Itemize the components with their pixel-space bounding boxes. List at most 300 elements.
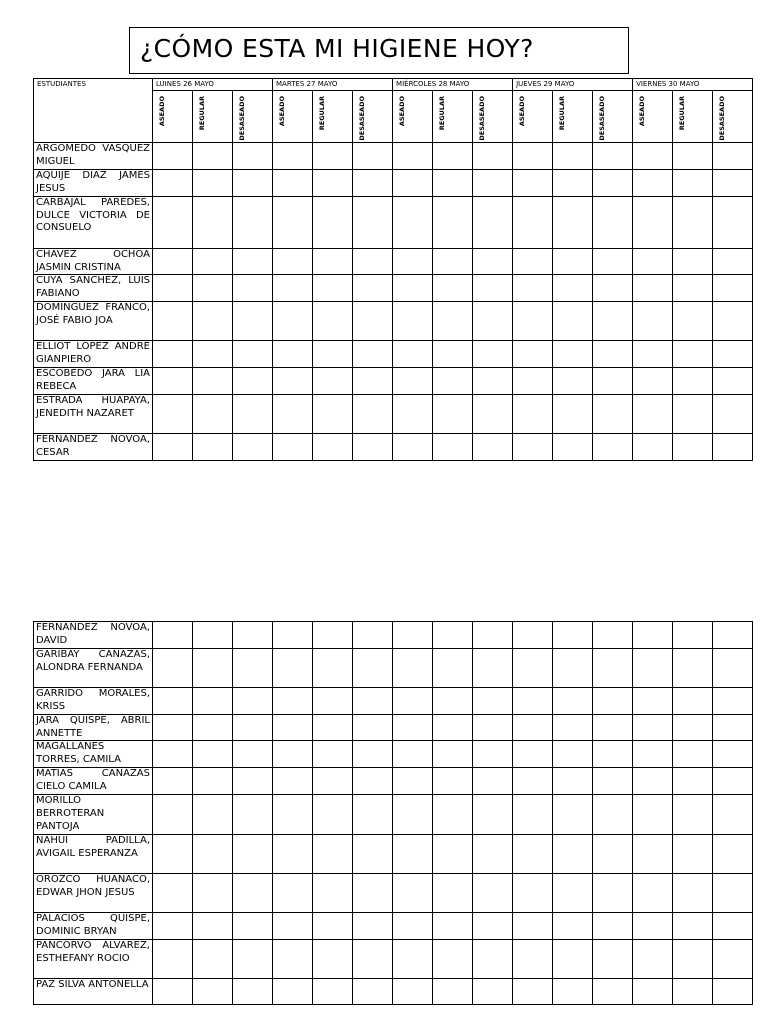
mark-cell[interactable] xyxy=(673,368,713,395)
mark-cell[interactable] xyxy=(193,341,233,368)
mark-cell[interactable] xyxy=(393,687,433,714)
mark-cell[interactable] xyxy=(433,248,473,275)
mark-cell[interactable] xyxy=(633,196,673,248)
mark-cell[interactable] xyxy=(353,368,393,395)
mark-cell[interactable] xyxy=(273,912,313,939)
mark-cell[interactable] xyxy=(353,768,393,795)
mark-cell[interactable] xyxy=(473,368,513,395)
mark-cell[interactable] xyxy=(273,394,313,433)
mark-cell[interactable] xyxy=(553,795,593,835)
mark-cell[interactable] xyxy=(713,394,753,433)
mark-cell[interactable] xyxy=(553,275,593,302)
mark-cell[interactable] xyxy=(713,196,753,248)
mark-cell[interactable] xyxy=(553,169,593,196)
mark-cell[interactable] xyxy=(313,978,353,1004)
mark-cell[interactable] xyxy=(393,795,433,835)
mark-cell[interactable] xyxy=(713,714,753,741)
mark-cell[interactable] xyxy=(153,143,193,170)
mark-cell[interactable] xyxy=(353,741,393,768)
mark-cell[interactable] xyxy=(713,341,753,368)
mark-cell[interactable] xyxy=(353,714,393,741)
mark-cell[interactable] xyxy=(553,741,593,768)
mark-cell[interactable] xyxy=(233,978,273,1004)
mark-cell[interactable] xyxy=(673,714,713,741)
mark-cell[interactable] xyxy=(633,687,673,714)
mark-cell[interactable] xyxy=(713,648,753,687)
mark-cell[interactable] xyxy=(233,768,273,795)
mark-cell[interactable] xyxy=(473,834,513,873)
mark-cell[interactable] xyxy=(313,873,353,912)
mark-cell[interactable] xyxy=(433,873,473,912)
mark-cell[interactable] xyxy=(633,275,673,302)
mark-cell[interactable] xyxy=(353,648,393,687)
mark-cell[interactable] xyxy=(353,834,393,873)
mark-cell[interactable] xyxy=(393,433,433,460)
mark-cell[interactable] xyxy=(393,978,433,1004)
mark-cell[interactable] xyxy=(353,978,393,1004)
mark-cell[interactable] xyxy=(233,873,273,912)
mark-cell[interactable] xyxy=(553,912,593,939)
mark-cell[interactable] xyxy=(153,714,193,741)
mark-cell[interactable] xyxy=(153,687,193,714)
mark-cell[interactable] xyxy=(393,648,433,687)
mark-cell[interactable] xyxy=(313,248,353,275)
mark-cell[interactable] xyxy=(353,873,393,912)
mark-cell[interactable] xyxy=(713,248,753,275)
mark-cell[interactable] xyxy=(593,248,633,275)
mark-cell[interactable] xyxy=(353,795,393,835)
mark-cell[interactable] xyxy=(473,714,513,741)
mark-cell[interactable] xyxy=(233,341,273,368)
mark-cell[interactable] xyxy=(633,768,673,795)
mark-cell[interactable] xyxy=(673,939,713,978)
mark-cell[interactable] xyxy=(633,143,673,170)
mark-cell[interactable] xyxy=(513,741,553,768)
mark-cell[interactable] xyxy=(673,302,713,341)
mark-cell[interactable] xyxy=(153,912,193,939)
mark-cell[interactable] xyxy=(313,687,353,714)
mark-cell[interactable] xyxy=(553,433,593,460)
mark-cell[interactable] xyxy=(393,196,433,248)
mark-cell[interactable] xyxy=(353,143,393,170)
mark-cell[interactable] xyxy=(273,834,313,873)
mark-cell[interactable] xyxy=(433,912,473,939)
mark-cell[interactable] xyxy=(273,978,313,1004)
mark-cell[interactable] xyxy=(673,768,713,795)
mark-cell[interactable] xyxy=(393,622,433,649)
mark-cell[interactable] xyxy=(633,368,673,395)
mark-cell[interactable] xyxy=(633,912,673,939)
mark-cell[interactable] xyxy=(673,795,713,835)
mark-cell[interactable] xyxy=(633,394,673,433)
mark-cell[interactable] xyxy=(513,433,553,460)
mark-cell[interactable] xyxy=(593,648,633,687)
mark-cell[interactable] xyxy=(553,341,593,368)
mark-cell[interactable] xyxy=(673,978,713,1004)
mark-cell[interactable] xyxy=(473,687,513,714)
mark-cell[interactable] xyxy=(593,714,633,741)
mark-cell[interactable] xyxy=(433,169,473,196)
mark-cell[interactable] xyxy=(153,169,193,196)
mark-cell[interactable] xyxy=(553,196,593,248)
mark-cell[interactable] xyxy=(353,341,393,368)
mark-cell[interactable] xyxy=(553,939,593,978)
mark-cell[interactable] xyxy=(593,741,633,768)
mark-cell[interactable] xyxy=(353,433,393,460)
mark-cell[interactable] xyxy=(353,912,393,939)
mark-cell[interactable] xyxy=(313,622,353,649)
mark-cell[interactable] xyxy=(273,622,313,649)
mark-cell[interactable] xyxy=(353,302,393,341)
mark-cell[interactable] xyxy=(233,368,273,395)
mark-cell[interactable] xyxy=(513,196,553,248)
mark-cell[interactable] xyxy=(153,302,193,341)
mark-cell[interactable] xyxy=(713,912,753,939)
mark-cell[interactable] xyxy=(553,622,593,649)
mark-cell[interactable] xyxy=(673,169,713,196)
mark-cell[interactable] xyxy=(153,248,193,275)
mark-cell[interactable] xyxy=(273,275,313,302)
mark-cell[interactable] xyxy=(513,714,553,741)
mark-cell[interactable] xyxy=(673,834,713,873)
mark-cell[interactable] xyxy=(593,341,633,368)
mark-cell[interactable] xyxy=(193,394,233,433)
mark-cell[interactable] xyxy=(553,248,593,275)
mark-cell[interactable] xyxy=(713,433,753,460)
mark-cell[interactable] xyxy=(193,939,233,978)
mark-cell[interactable] xyxy=(193,433,233,460)
mark-cell[interactable] xyxy=(633,622,673,649)
mark-cell[interactable] xyxy=(193,275,233,302)
mark-cell[interactable] xyxy=(673,912,713,939)
mark-cell[interactable] xyxy=(193,368,233,395)
mark-cell[interactable] xyxy=(393,741,433,768)
mark-cell[interactable] xyxy=(433,433,473,460)
mark-cell[interactable] xyxy=(473,768,513,795)
mark-cell[interactable] xyxy=(153,741,193,768)
mark-cell[interactable] xyxy=(513,341,553,368)
mark-cell[interactable] xyxy=(273,341,313,368)
mark-cell[interactable] xyxy=(393,368,433,395)
mark-cell[interactable] xyxy=(513,768,553,795)
mark-cell[interactable] xyxy=(153,368,193,395)
mark-cell[interactable] xyxy=(313,939,353,978)
mark-cell[interactable] xyxy=(193,169,233,196)
mark-cell[interactable] xyxy=(313,912,353,939)
mark-cell[interactable] xyxy=(233,687,273,714)
mark-cell[interactable] xyxy=(433,394,473,433)
mark-cell[interactable] xyxy=(433,939,473,978)
mark-cell[interactable] xyxy=(153,341,193,368)
mark-cell[interactable] xyxy=(313,275,353,302)
mark-cell[interactable] xyxy=(433,834,473,873)
mark-cell[interactable] xyxy=(393,143,433,170)
mark-cell[interactable] xyxy=(193,741,233,768)
mark-cell[interactable] xyxy=(233,834,273,873)
mark-cell[interactable] xyxy=(313,169,353,196)
mark-cell[interactable] xyxy=(553,768,593,795)
mark-cell[interactable] xyxy=(553,978,593,1004)
mark-cell[interactable] xyxy=(393,834,433,873)
mark-cell[interactable] xyxy=(673,648,713,687)
mark-cell[interactable] xyxy=(593,622,633,649)
mark-cell[interactable] xyxy=(713,834,753,873)
mark-cell[interactable] xyxy=(713,741,753,768)
mark-cell[interactable] xyxy=(513,795,553,835)
mark-cell[interactable] xyxy=(233,912,273,939)
mark-cell[interactable] xyxy=(593,302,633,341)
mark-cell[interactable] xyxy=(313,433,353,460)
mark-cell[interactable] xyxy=(193,143,233,170)
mark-cell[interactable] xyxy=(553,687,593,714)
mark-cell[interactable] xyxy=(153,834,193,873)
mark-cell[interactable] xyxy=(673,394,713,433)
mark-cell[interactable] xyxy=(353,275,393,302)
mark-cell[interactable] xyxy=(193,912,233,939)
mark-cell[interactable] xyxy=(433,978,473,1004)
mark-cell[interactable] xyxy=(193,196,233,248)
mark-cell[interactable] xyxy=(713,143,753,170)
mark-cell[interactable] xyxy=(153,275,193,302)
mark-cell[interactable] xyxy=(713,795,753,835)
mark-cell[interactable] xyxy=(433,275,473,302)
mark-cell[interactable] xyxy=(393,939,433,978)
mark-cell[interactable] xyxy=(433,622,473,649)
mark-cell[interactable] xyxy=(713,687,753,714)
mark-cell[interactable] xyxy=(193,302,233,341)
mark-cell[interactable] xyxy=(233,248,273,275)
mark-cell[interactable] xyxy=(513,394,553,433)
mark-cell[interactable] xyxy=(593,834,633,873)
mark-cell[interactable] xyxy=(673,275,713,302)
mark-cell[interactable] xyxy=(273,248,313,275)
mark-cell[interactable] xyxy=(313,795,353,835)
mark-cell[interactable] xyxy=(473,394,513,433)
mark-cell[interactable] xyxy=(673,622,713,649)
mark-cell[interactable] xyxy=(233,741,273,768)
mark-cell[interactable] xyxy=(633,302,673,341)
mark-cell[interactable] xyxy=(353,622,393,649)
mark-cell[interactable] xyxy=(553,648,593,687)
mark-cell[interactable] xyxy=(593,143,633,170)
mark-cell[interactable] xyxy=(313,741,353,768)
mark-cell[interactable] xyxy=(633,795,673,835)
mark-cell[interactable] xyxy=(153,196,193,248)
mark-cell[interactable] xyxy=(193,795,233,835)
mark-cell[interactable] xyxy=(713,169,753,196)
mark-cell[interactable] xyxy=(233,169,273,196)
mark-cell[interactable] xyxy=(553,873,593,912)
mark-cell[interactable] xyxy=(713,302,753,341)
mark-cell[interactable] xyxy=(633,714,673,741)
mark-cell[interactable] xyxy=(353,196,393,248)
mark-cell[interactable] xyxy=(273,433,313,460)
mark-cell[interactable] xyxy=(593,795,633,835)
mark-cell[interactable] xyxy=(433,741,473,768)
mark-cell[interactable] xyxy=(393,248,433,275)
mark-cell[interactable] xyxy=(593,433,633,460)
mark-cell[interactable] xyxy=(633,433,673,460)
mark-cell[interactable] xyxy=(593,768,633,795)
mark-cell[interactable] xyxy=(473,939,513,978)
mark-cell[interactable] xyxy=(433,143,473,170)
mark-cell[interactable] xyxy=(633,169,673,196)
mark-cell[interactable] xyxy=(313,196,353,248)
mark-cell[interactable] xyxy=(393,302,433,341)
mark-cell[interactable] xyxy=(273,648,313,687)
mark-cell[interactable] xyxy=(233,433,273,460)
mark-cell[interactable] xyxy=(273,143,313,170)
mark-cell[interactable] xyxy=(433,196,473,248)
mark-cell[interactable] xyxy=(233,394,273,433)
mark-cell[interactable] xyxy=(153,433,193,460)
mark-cell[interactable] xyxy=(233,622,273,649)
mark-cell[interactable] xyxy=(633,248,673,275)
mark-cell[interactable] xyxy=(153,648,193,687)
mark-cell[interactable] xyxy=(393,912,433,939)
mark-cell[interactable] xyxy=(473,248,513,275)
mark-cell[interactable] xyxy=(553,302,593,341)
mark-cell[interactable] xyxy=(233,302,273,341)
mark-cell[interactable] xyxy=(633,978,673,1004)
mark-cell[interactable] xyxy=(673,687,713,714)
mark-cell[interactable] xyxy=(513,275,553,302)
mark-cell[interactable] xyxy=(233,143,273,170)
mark-cell[interactable] xyxy=(473,912,513,939)
mark-cell[interactable] xyxy=(273,196,313,248)
mark-cell[interactable] xyxy=(473,143,513,170)
mark-cell[interactable] xyxy=(273,795,313,835)
mark-cell[interactable] xyxy=(513,939,553,978)
mark-cell[interactable] xyxy=(273,741,313,768)
mark-cell[interactable] xyxy=(273,368,313,395)
mark-cell[interactable] xyxy=(193,978,233,1004)
mark-cell[interactable] xyxy=(273,939,313,978)
mark-cell[interactable] xyxy=(513,834,553,873)
mark-cell[interactable] xyxy=(513,687,553,714)
mark-cell[interactable] xyxy=(673,741,713,768)
mark-cell[interactable] xyxy=(193,714,233,741)
mark-cell[interactable] xyxy=(473,196,513,248)
mark-cell[interactable] xyxy=(353,687,393,714)
mark-cell[interactable] xyxy=(713,939,753,978)
mark-cell[interactable] xyxy=(433,714,473,741)
mark-cell[interactable] xyxy=(553,368,593,395)
mark-cell[interactable] xyxy=(713,873,753,912)
mark-cell[interactable] xyxy=(433,648,473,687)
mark-cell[interactable] xyxy=(153,939,193,978)
mark-cell[interactable] xyxy=(473,433,513,460)
mark-cell[interactable] xyxy=(313,768,353,795)
mark-cell[interactable] xyxy=(313,302,353,341)
mark-cell[interactable] xyxy=(473,795,513,835)
mark-cell[interactable] xyxy=(593,873,633,912)
mark-cell[interactable] xyxy=(553,394,593,433)
mark-cell[interactable] xyxy=(193,834,233,873)
mark-cell[interactable] xyxy=(193,248,233,275)
mark-cell[interactable] xyxy=(433,341,473,368)
mark-cell[interactable] xyxy=(153,978,193,1004)
mark-cell[interactable] xyxy=(313,648,353,687)
mark-cell[interactable] xyxy=(673,341,713,368)
mark-cell[interactable] xyxy=(153,873,193,912)
mark-cell[interactable] xyxy=(353,394,393,433)
mark-cell[interactable] xyxy=(593,687,633,714)
mark-cell[interactable] xyxy=(513,169,553,196)
mark-cell[interactable] xyxy=(513,873,553,912)
mark-cell[interactable] xyxy=(713,275,753,302)
mark-cell[interactable] xyxy=(153,622,193,649)
mark-cell[interactable] xyxy=(393,275,433,302)
mark-cell[interactable] xyxy=(433,795,473,835)
mark-cell[interactable] xyxy=(313,714,353,741)
mark-cell[interactable] xyxy=(353,939,393,978)
mark-cell[interactable] xyxy=(273,687,313,714)
mark-cell[interactable] xyxy=(233,795,273,835)
mark-cell[interactable] xyxy=(433,768,473,795)
mark-cell[interactable] xyxy=(553,834,593,873)
mark-cell[interactable] xyxy=(273,873,313,912)
mark-cell[interactable] xyxy=(713,978,753,1004)
mark-cell[interactable] xyxy=(193,687,233,714)
mark-cell[interactable] xyxy=(393,714,433,741)
mark-cell[interactable] xyxy=(713,368,753,395)
mark-cell[interactable] xyxy=(593,394,633,433)
mark-cell[interactable] xyxy=(273,302,313,341)
mark-cell[interactable] xyxy=(593,939,633,978)
mark-cell[interactable] xyxy=(193,873,233,912)
mark-cell[interactable] xyxy=(673,433,713,460)
mark-cell[interactable] xyxy=(593,275,633,302)
mark-cell[interactable] xyxy=(513,622,553,649)
mark-cell[interactable] xyxy=(593,978,633,1004)
mark-cell[interactable] xyxy=(633,341,673,368)
mark-cell[interactable] xyxy=(673,248,713,275)
mark-cell[interactable] xyxy=(433,687,473,714)
mark-cell[interactable] xyxy=(473,873,513,912)
mark-cell[interactable] xyxy=(193,648,233,687)
mark-cell[interactable] xyxy=(673,143,713,170)
mark-cell[interactable] xyxy=(233,648,273,687)
mark-cell[interactable] xyxy=(473,648,513,687)
mark-cell[interactable] xyxy=(713,768,753,795)
mark-cell[interactable] xyxy=(513,248,553,275)
mark-cell[interactable] xyxy=(233,196,273,248)
mark-cell[interactable] xyxy=(393,768,433,795)
mark-cell[interactable] xyxy=(273,768,313,795)
mark-cell[interactable] xyxy=(353,248,393,275)
mark-cell[interactable] xyxy=(153,795,193,835)
mark-cell[interactable] xyxy=(593,912,633,939)
mark-cell[interactable] xyxy=(353,169,393,196)
mark-cell[interactable] xyxy=(513,368,553,395)
mark-cell[interactable] xyxy=(473,169,513,196)
mark-cell[interactable] xyxy=(553,714,593,741)
mark-cell[interactable] xyxy=(273,714,313,741)
mark-cell[interactable] xyxy=(473,302,513,341)
mark-cell[interactable] xyxy=(633,939,673,978)
mark-cell[interactable] xyxy=(313,394,353,433)
mark-cell[interactable] xyxy=(633,648,673,687)
mark-cell[interactable] xyxy=(313,341,353,368)
mark-cell[interactable] xyxy=(393,341,433,368)
mark-cell[interactable] xyxy=(513,912,553,939)
mark-cell[interactable] xyxy=(393,169,433,196)
mark-cell[interactable] xyxy=(273,169,313,196)
mark-cell[interactable] xyxy=(513,302,553,341)
mark-cell[interactable] xyxy=(513,648,553,687)
mark-cell[interactable] xyxy=(633,873,673,912)
